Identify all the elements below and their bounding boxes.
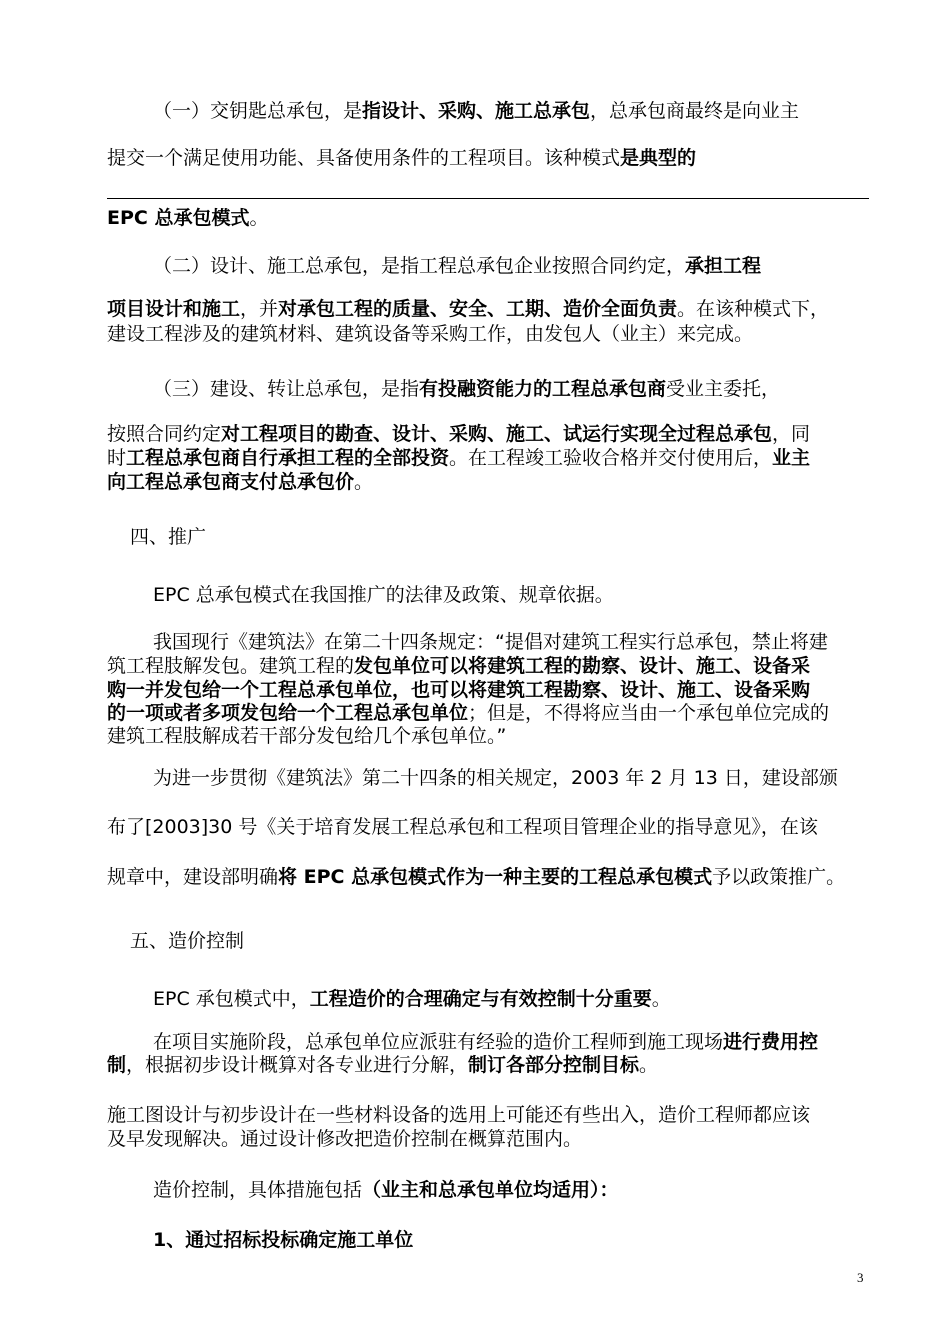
p5-line4: 的一项或者多项发包给一个工程总承包单位；但是，不得将应当由一个承包单位完成的	[107, 702, 830, 724]
heading-cost-control: 五、造价控制	[130, 930, 245, 952]
p5-line3: 购一并发包给一个工程总承包单位，也可以将建筑工程勘察、设计、施工、设备采购	[107, 679, 811, 701]
p2-line1: （二）设计、施工总承包，是指工程总承包企业按照合同约定，承担工程	[153, 255, 762, 277]
p2-line2: 项目设计和施工，并对承包工程的质量、安全、工期、造价全面负责。在该种模式下，	[107, 298, 830, 320]
p8-line2: 制，根据初步设计概算对各专业进行分解，制订各部分控制目标。	[107, 1054, 659, 1076]
list-item-1: 1、通过招标投标确定施工单位	[153, 1229, 414, 1251]
page-number: 3	[857, 1270, 864, 1285]
p1-line1: （一）交钥匙总承包，是指设计、采购、施工总承包，总承包商最终是向业主	[153, 100, 800, 122]
p3-line3: 时工程总承包商自行承担工程的全部投资。在工程竣工验收合格并交付使用后，业主	[107, 447, 811, 469]
p6-line1: 为进一步贯彻《建筑法》第二十四条的相关规定，2003 年 2 月 13 日，建设部颁	[153, 767, 838, 789]
p3-line4: 向工程总承包商支付总承包价。	[107, 471, 374, 493]
p10: 造价控制，具体措施包括（业主和总承包单位均适用）：	[153, 1179, 619, 1201]
p7: EPC 承包模式中，工程造价的合理确定与有效控制十分重要。	[153, 988, 671, 1010]
p4: EPC 总承包模式在我国推广的法律及政策、规章依据。	[153, 584, 614, 606]
p9-line2: 及早发现解决。通过设计修改把造价控制在概算范围内。	[107, 1128, 583, 1150]
p3-line2: 按照合同约定对工程项目的勘查、设计、采购、施工、试运行实现全过程总承包，同	[107, 423, 811, 445]
p9-line1: 施工图设计与初步设计在一些材料设备的选用上可能还有些出入，造价工程师都应该	[107, 1104, 811, 1126]
p5-line5: 建筑工程肢解成若干部分发包给几个承包单位。”	[107, 725, 507, 747]
p6-line2: 布了[2003]30 号《关于培育发展工程总承包和工程项目管理企业的指导意见》，在该	[107, 816, 818, 838]
p2-line3: 建设工程涉及的建筑材料、建筑设备等采购工作，由发包人（业主）来完成。	[107, 323, 754, 345]
p6-line3: 规章中，建设部明确将 EPC 总承包模式作为一种主要的工程总承包模式予以政策推广。	[107, 866, 846, 888]
p5-line2: 筑工程肢解发包。建筑工程的发包单位可以将建筑工程的勘察、设计、施工、设备采	[107, 655, 811, 677]
horizontal-rule	[107, 198, 869, 199]
p1-line3: EPC 总承包模式。	[107, 207, 269, 229]
p3-line1: （三）建设、转让总承包，是指有投融资能力的工程总承包商受业主委托，	[153, 378, 781, 400]
p5-line1: 我国现行《建筑法》在第二十四条规定：“提倡对建筑工程实行总承包，禁止将建	[153, 631, 828, 653]
p8-line1: 在项目实施阶段，总承包单位应派驻有经验的造价工程师到施工现场进行费用控	[153, 1031, 819, 1053]
p1-line2: 提交一个满足使用功能、具备使用条件的工程项目。该种模式是典型的	[107, 147, 697, 169]
heading-promotion: 四、推广	[130, 526, 207, 548]
